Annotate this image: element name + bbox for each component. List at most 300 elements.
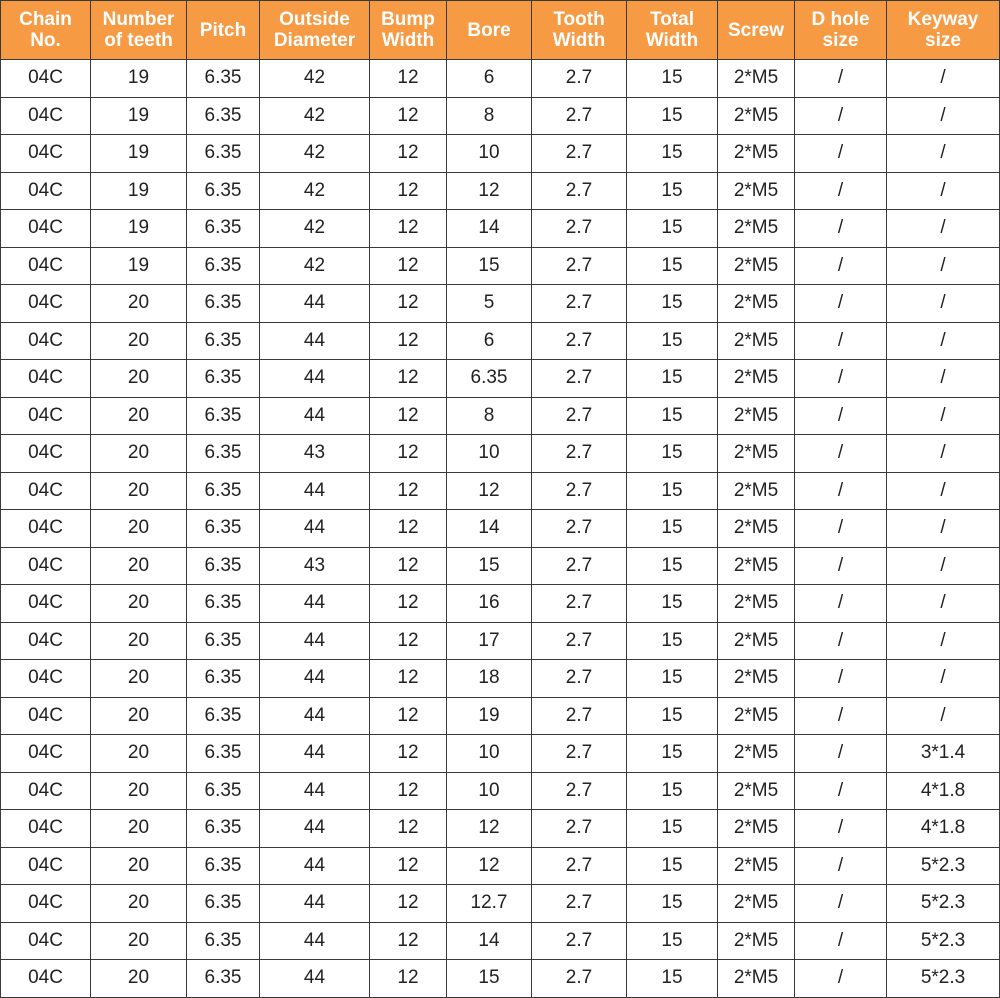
table-cell-chain-no: 04C [1,697,91,735]
table-cell-tooth-width: 2.7 [532,285,627,323]
table-cell-total-width: 15 [627,435,718,473]
table-cell-pitch: 6.35 [187,135,260,173]
table-cell-d-hole-size: / [795,97,887,135]
table-cell-outside-diameter: 44 [260,960,370,998]
table-cell-bump-width: 12 [370,397,447,435]
table-cell-tooth-width: 2.7 [532,360,627,398]
table-cell-d-hole-size: / [795,847,887,885]
table-cell-outside-diameter: 42 [260,135,370,173]
column-header-bump-width [370,1,447,60]
column-header-line: Tooth [553,9,605,30]
table-cell-chain-no: 04C [1,210,91,248]
table-cell-keyway-size: 5*2.3 [887,847,1000,885]
table-cell-d-hole-size: / [795,660,887,698]
table-cell-tooth-width: 2.7 [532,172,627,210]
table-cell-tooth-width: 2.7 [532,697,627,735]
table-cell-bump-width: 12 [370,585,447,623]
table-cell-tooth-width: 2.7 [532,60,627,98]
table-cell-total-width: 15 [627,510,718,548]
table-cell-number-of-teeth: 20 [91,960,187,998]
table-cell-d-hole-size: / [795,510,887,548]
table-cell-tooth-width: 2.7 [532,135,627,173]
table-cell-d-hole-size: / [795,135,887,173]
table-cell-outside-diameter: 44 [260,585,370,623]
table-cell-chain-no: 04C [1,285,91,323]
table-cell-number-of-teeth: 20 [91,510,187,548]
table-cell-bump-width: 12 [370,697,447,735]
table-cell-number-of-teeth: 20 [91,885,187,923]
table-cell-total-width: 15 [627,397,718,435]
table-cell-bore: 14 [447,922,532,960]
table-cell-total-width: 15 [627,585,718,623]
table-cell-bump-width: 12 [370,435,447,473]
table-cell-pitch: 6.35 [187,810,260,848]
table-cell-pitch: 6.35 [187,960,260,998]
table-cell-outside-diameter: 44 [260,622,370,660]
table-cell-total-width: 15 [627,210,718,248]
table-cell-chain-no: 04C [1,585,91,623]
table-cell-tooth-width: 2.7 [532,660,627,698]
table-cell-pitch: 6.35 [187,472,260,510]
column-header-outside-diameter [260,1,370,60]
table-cell-pitch: 6.35 [187,585,260,623]
table-cell-screw: 2*M5 [718,60,795,98]
table-cell-d-hole-size: / [795,697,887,735]
table-cell-bump-width: 12 [370,847,447,885]
table-cell-outside-diameter: 44 [260,735,370,773]
table-cell-tooth-width: 2.7 [532,510,627,548]
table-cell-total-width: 15 [627,772,718,810]
table-cell-chain-no: 04C [1,810,91,848]
table-cell-pitch: 6.35 [187,922,260,960]
table-cell-outside-diameter: 44 [260,772,370,810]
table-cell-keyway-size: 3*1.4 [887,735,1000,773]
table-cell-d-hole-size: / [795,622,887,660]
table-cell-number-of-teeth: 19 [91,135,187,173]
table-cell-keyway-size: / [887,322,1000,360]
table-cell-pitch: 6.35 [187,435,260,473]
table-cell-d-hole-size: / [795,247,887,285]
table-cell-total-width: 15 [627,922,718,960]
table-row [1,622,1000,660]
table-cell-total-width: 15 [627,247,718,285]
table-cell-bore: 15 [447,247,532,285]
table-row [1,135,1000,173]
table-cell-screw: 2*M5 [718,472,795,510]
table-cell-number-of-teeth: 20 [91,435,187,473]
table-cell-total-width: 15 [627,285,718,323]
table-cell-bore: 8 [447,397,532,435]
table-cell-tooth-width: 2.7 [532,622,627,660]
table-cell-keyway-size: / [887,135,1000,173]
table-cell-tooth-width: 2.7 [532,735,627,773]
column-header-line: of teeth [104,30,173,51]
table-row [1,847,1000,885]
table-cell-chain-no: 04C [1,247,91,285]
column-header-line: Bump [381,9,435,30]
table-cell-screw: 2*M5 [718,510,795,548]
column-header-line: Width [381,30,435,51]
table-cell-bore: 10 [447,735,532,773]
table-cell-screw: 2*M5 [718,660,795,698]
column-header-line: Width [552,30,606,51]
table-row [1,547,1000,585]
table-cell-number-of-teeth: 19 [91,172,187,210]
table-cell-bump-width: 12 [370,472,447,510]
table-cell-screw: 2*M5 [718,622,795,660]
table-cell-outside-diameter: 43 [260,435,370,473]
table-cell-d-hole-size: / [795,397,887,435]
table-cell-outside-diameter: 42 [260,60,370,98]
table-cell-total-width: 15 [627,885,718,923]
table-cell-bump-width: 12 [370,735,447,773]
table-cell-number-of-teeth: 20 [91,847,187,885]
table-row [1,960,1000,998]
table-cell-keyway-size: 5*2.3 [887,885,1000,923]
column-header-number-of-teeth [91,1,187,60]
table-cell-pitch: 6.35 [187,97,260,135]
table-cell-pitch: 6.35 [187,60,260,98]
table-cell-pitch: 6.35 [187,247,260,285]
table-cell-d-hole-size: / [795,360,887,398]
column-header-screw [718,1,795,60]
table-cell-d-hole-size: / [795,585,887,623]
table-cell-bore: 15 [447,547,532,585]
table-cell-number-of-teeth: 20 [91,810,187,848]
table-cell-keyway-size: / [887,510,1000,548]
table-cell-pitch: 6.35 [187,735,260,773]
table-cell-keyway-size: / [887,622,1000,660]
table-cell-chain-no: 04C [1,735,91,773]
table-cell-outside-diameter: 42 [260,172,370,210]
table-cell-outside-diameter: 44 [260,510,370,548]
column-header-line: Pitch [199,19,247,41]
table-cell-total-width: 15 [627,810,718,848]
column-header-bore [447,1,532,60]
table-cell-bump-width: 12 [370,922,447,960]
table-cell-outside-diameter: 44 [260,472,370,510]
table-cell-bore: 6 [447,60,532,98]
table-row [1,97,1000,135]
column-header-line: size [822,30,859,51]
table-cell-screw: 2*M5 [718,97,795,135]
table-cell-tooth-width: 2.7 [532,547,627,585]
table-cell-keyway-size: / [887,660,1000,698]
column-header-line: Bore [467,19,511,41]
table-row [1,660,1000,698]
table-cell-number-of-teeth: 20 [91,772,187,810]
table-cell-chain-no: 04C [1,97,91,135]
column-header-chain-no [1,1,91,60]
table-row [1,697,1000,735]
table-cell-bore: 16 [447,585,532,623]
column-header-line: Diameter [273,30,356,51]
table-cell-bump-width: 12 [370,510,447,548]
table-cell-pitch: 6.35 [187,360,260,398]
table-cell-tooth-width: 2.7 [532,322,627,360]
table-cell-bore: 6.35 [447,360,532,398]
table-cell-outside-diameter: 44 [260,922,370,960]
table-cell-number-of-teeth: 19 [91,210,187,248]
table-cell-d-hole-size: / [795,210,887,248]
table-cell-keyway-size: 4*1.8 [887,810,1000,848]
table-cell-bump-width: 12 [370,810,447,848]
table-cell-bump-width: 12 [370,322,447,360]
table-cell-screw: 2*M5 [718,885,795,923]
table-cell-chain-no: 04C [1,435,91,473]
table-cell-number-of-teeth: 20 [91,697,187,735]
table-cell-total-width: 15 [627,172,718,210]
table-cell-keyway-size: / [887,360,1000,398]
table-cell-tooth-width: 2.7 [532,885,627,923]
table-cell-chain-no: 04C [1,847,91,885]
table-cell-keyway-size: 4*1.8 [887,772,1000,810]
table-cell-d-hole-size: / [795,735,887,773]
table-cell-d-hole-size: / [795,922,887,960]
table-row [1,885,1000,923]
table-cell-outside-diameter: 44 [260,285,370,323]
column-header-total-width [627,1,718,60]
table-cell-bore: 5 [447,285,532,323]
table-cell-tooth-width: 2.7 [532,960,627,998]
table-cell-screw: 2*M5 [718,360,795,398]
table-cell-chain-no: 04C [1,172,91,210]
table-cell-tooth-width: 2.7 [532,472,627,510]
table-cell-chain-no: 04C [1,960,91,998]
table-cell-d-hole-size: / [795,435,887,473]
table-cell-screw: 2*M5 [718,585,795,623]
table-cell-pitch: 6.35 [187,847,260,885]
table-cell-keyway-size: / [887,60,1000,98]
table-cell-bump-width: 12 [370,135,447,173]
table-cell-total-width: 15 [627,472,718,510]
table-cell-chain-no: 04C [1,472,91,510]
table-row [1,435,1000,473]
table-cell-screw: 2*M5 [718,435,795,473]
table-cell-bore: 15 [447,960,532,998]
table-cell-d-hole-size: / [795,772,887,810]
table-cell-pitch: 6.35 [187,172,260,210]
table-row [1,397,1000,435]
table-cell-chain-no: 04C [1,622,91,660]
table-cell-outside-diameter: 44 [260,697,370,735]
table-cell-number-of-teeth: 19 [91,97,187,135]
table-cell-outside-diameter: 44 [260,397,370,435]
table-cell-screw: 2*M5 [718,285,795,323]
table-cell-tooth-width: 2.7 [532,247,627,285]
table-cell-outside-diameter: 42 [260,247,370,285]
table-cell-total-width: 15 [627,735,718,773]
table-body [1,60,1000,998]
table-cell-keyway-size: / [887,247,1000,285]
column-header-line: Keyway [907,9,979,30]
table-cell-number-of-teeth: 20 [91,585,187,623]
table-cell-screw: 2*M5 [718,735,795,773]
table-cell-screw: 2*M5 [718,697,795,735]
table-cell-bump-width: 12 [370,97,447,135]
table-cell-pitch: 6.35 [187,397,260,435]
table-cell-outside-diameter: 44 [260,885,370,923]
table-cell-d-hole-size: / [795,285,887,323]
table-cell-bore: 17 [447,622,532,660]
table-cell-chain-no: 04C [1,660,91,698]
table-cell-d-hole-size: / [795,547,887,585]
header-row [1,1,1000,60]
table-row [1,247,1000,285]
table-cell-keyway-size: / [887,210,1000,248]
column-header-keyway-size [887,1,1000,60]
table-cell-keyway-size: / [887,472,1000,510]
table-row [1,472,1000,510]
table-cell-d-hole-size: / [795,810,887,848]
column-header-line: size [925,30,961,51]
column-header-tooth-width [532,1,627,60]
table-row [1,210,1000,248]
table-cell-screw: 2*M5 [718,960,795,998]
table-cell-bore: 12 [447,810,532,848]
table-cell-chain-no: 04C [1,510,91,548]
table-cell-bore: 12 [447,847,532,885]
table-cell-pitch: 6.35 [187,322,260,360]
table-cell-bore: 14 [447,510,532,548]
table-cell-bore: 12.7 [447,885,532,923]
table-cell-total-width: 15 [627,135,718,173]
table-cell-tooth-width: 2.7 [532,97,627,135]
table-cell-number-of-teeth: 20 [91,322,187,360]
table-cell-pitch: 6.35 [187,660,260,698]
table-cell-pitch: 6.35 [187,510,260,548]
table-cell-number-of-teeth: 20 [91,922,187,960]
table-cell-pitch: 6.35 [187,885,260,923]
table-cell-number-of-teeth: 19 [91,60,187,98]
column-header-line: Width [645,30,699,51]
table-cell-outside-diameter: 43 [260,547,370,585]
table-cell-total-width: 15 [627,622,718,660]
table-cell-keyway-size: / [887,172,1000,210]
table-cell-bump-width: 12 [370,285,447,323]
table-cell-tooth-width: 2.7 [532,847,627,885]
table-cell-chain-no: 04C [1,60,91,98]
table-row [1,285,1000,323]
table-row [1,60,1000,98]
table-cell-total-width: 15 [627,847,718,885]
column-header-line: Number [102,9,175,30]
table-cell-chain-no: 04C [1,397,91,435]
table-row [1,172,1000,210]
table-cell-screw: 2*M5 [718,135,795,173]
table-cell-keyway-size: / [887,547,1000,585]
table-cell-total-width: 15 [627,547,718,585]
table-row [1,810,1000,848]
table-cell-bore: 10 [447,135,532,173]
table-cell-total-width: 15 [627,660,718,698]
table-cell-bump-width: 12 [370,360,447,398]
table-cell-outside-diameter: 44 [260,322,370,360]
table-cell-keyway-size: 5*2.3 [887,960,1000,998]
table-row [1,922,1000,960]
table-cell-bore: 18 [447,660,532,698]
table-cell-total-width: 15 [627,960,718,998]
table-cell-number-of-teeth: 20 [91,397,187,435]
table-cell-bore: 19 [447,697,532,735]
table-cell-bump-width: 12 [370,547,447,585]
table-cell-number-of-teeth: 20 [91,360,187,398]
table-cell-tooth-width: 2.7 [532,435,627,473]
table-cell-chain-no: 04C [1,922,91,960]
table-cell-screw: 2*M5 [718,397,795,435]
table-cell-number-of-teeth: 19 [91,247,187,285]
table-cell-number-of-teeth: 20 [91,660,187,698]
table-cell-total-width: 15 [627,322,718,360]
table-cell-bump-width: 12 [370,210,447,248]
table-row [1,772,1000,810]
table-cell-bore: 12 [447,472,532,510]
table-cell-tooth-width: 2.7 [532,210,627,248]
column-header-line: Screw [728,19,784,41]
column-header-line: No. [30,30,61,51]
table-cell-chain-no: 04C [1,322,91,360]
table-cell-screw: 2*M5 [718,210,795,248]
table-cell-keyway-size: 5*2.3 [887,922,1000,960]
table-cell-total-width: 15 [627,360,718,398]
table-cell-tooth-width: 2.7 [532,585,627,623]
table-cell-outside-diameter: 44 [260,810,370,848]
column-header-line: D hole [811,9,870,30]
table-cell-keyway-size: / [887,697,1000,735]
table-cell-chain-no: 04C [1,547,91,585]
table-cell-bump-width: 12 [370,622,447,660]
table-cell-bump-width: 12 [370,772,447,810]
table-cell-screw: 2*M5 [718,810,795,848]
table-cell-bump-width: 12 [370,60,447,98]
table-cell-number-of-teeth: 20 [91,472,187,510]
table-cell-screw: 2*M5 [718,547,795,585]
table-row [1,322,1000,360]
table-cell-pitch: 6.35 [187,285,260,323]
table-cell-pitch: 6.35 [187,772,260,810]
table-cell-bore: 8 [447,97,532,135]
table-cell-bump-width: 12 [370,247,447,285]
table-cell-d-hole-size: / [795,322,887,360]
table-cell-bore: 14 [447,210,532,248]
table-cell-pitch: 6.35 [187,622,260,660]
table-cell-keyway-size: / [887,97,1000,135]
table-cell-bump-width: 12 [370,660,447,698]
table-cell-bump-width: 12 [370,172,447,210]
table-cell-total-width: 15 [627,60,718,98]
table-cell-bore: 6 [447,322,532,360]
table-cell-tooth-width: 2.7 [532,397,627,435]
table-cell-number-of-teeth: 20 [91,547,187,585]
table-row [1,510,1000,548]
table-cell-number-of-teeth: 20 [91,285,187,323]
table-row [1,360,1000,398]
table-cell-screw: 2*M5 [718,772,795,810]
table-cell-number-of-teeth: 20 [91,622,187,660]
table-cell-tooth-width: 2.7 [532,922,627,960]
table-cell-keyway-size: / [887,285,1000,323]
table-cell-outside-diameter: 42 [260,210,370,248]
table-cell-pitch: 6.35 [187,697,260,735]
table-cell-d-hole-size: / [795,60,887,98]
table-cell-chain-no: 04C [1,772,91,810]
table-cell-total-width: 15 [627,697,718,735]
table-cell-pitch: 6.35 [187,547,260,585]
table-cell-screw: 2*M5 [718,247,795,285]
table-cell-d-hole-size: / [795,960,887,998]
table-cell-chain-no: 04C [1,135,91,173]
table-cell-screw: 2*M5 [718,847,795,885]
